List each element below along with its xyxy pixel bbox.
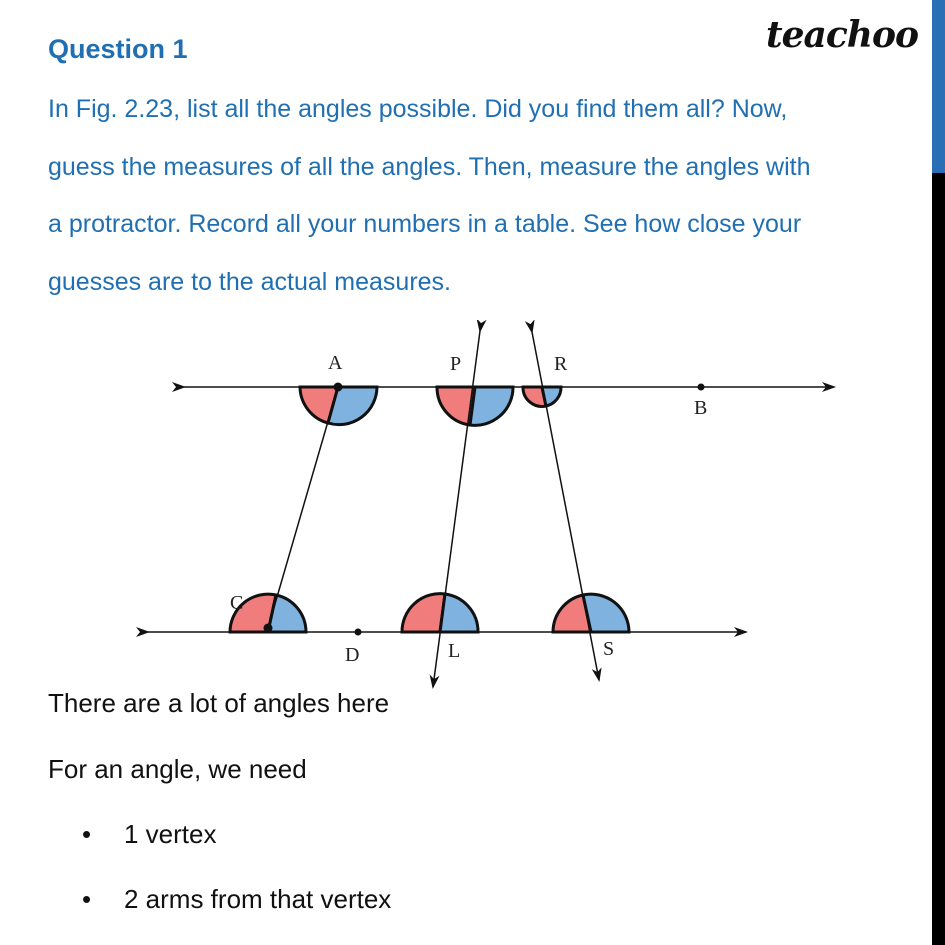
angle-arc-l-left — [402, 594, 445, 632]
list-item-text: 1 vertex — [124, 819, 217, 849]
question-line-3: a protractor. Record all your numbers in a table. See how close your — [48, 210, 802, 238]
point-c — [264, 624, 273, 633]
label-l: L — [448, 640, 461, 662]
label-b: B — [694, 397, 708, 419]
angle-arcs-bottom — [230, 594, 629, 632]
list-item-text: 2 arms from that vertex — [124, 884, 392, 914]
label-d: D — [345, 644, 360, 666]
label-p: P — [450, 353, 462, 375]
point-b — [698, 384, 705, 391]
question-line-1: In Fig. 2.23, list all the angles possible. Did you find them all? Now, — [48, 95, 788, 123]
point-a — [334, 383, 343, 392]
question-text — [48, 81, 933, 311]
angles-figure — [0, 320, 945, 690]
angle-arc-c-right — [268, 595, 306, 632]
angle-arc-p-right — [470, 387, 513, 425]
label-s: S — [603, 638, 615, 660]
question-title: Question 1 — [48, 34, 188, 64]
label-r: R — [554, 353, 568, 375]
point-d — [355, 629, 362, 636]
list-item — [82, 884, 391, 915]
label-a: A — [328, 352, 343, 374]
angle-arcs-top — [300, 387, 561, 425]
intro-text: There are a lot of angles here — [48, 688, 390, 718]
angle-arc-l-right — [440, 594, 478, 632]
transversal-pl — [433, 331, 480, 687]
need-text: For an angle, we need — [48, 754, 307, 784]
question-line-4: guesses are to the actual measures. — [48, 267, 452, 296]
bullet-icon: • — [82, 819, 92, 849]
right-edge-accent — [932, 0, 945, 173]
teachoo-logo: teachoo — [766, 14, 918, 56]
angle-arc-a-right — [328, 387, 377, 425]
angle-arc-s-right — [583, 594, 629, 632]
segment-ac — [268, 387, 338, 628]
list-item — [82, 819, 217, 850]
bullet-icon: • — [82, 884, 92, 914]
label-c: C — [230, 592, 244, 614]
question-line-2: guess the measures of all the angles. Then, measure the angles with — [48, 152, 811, 181]
